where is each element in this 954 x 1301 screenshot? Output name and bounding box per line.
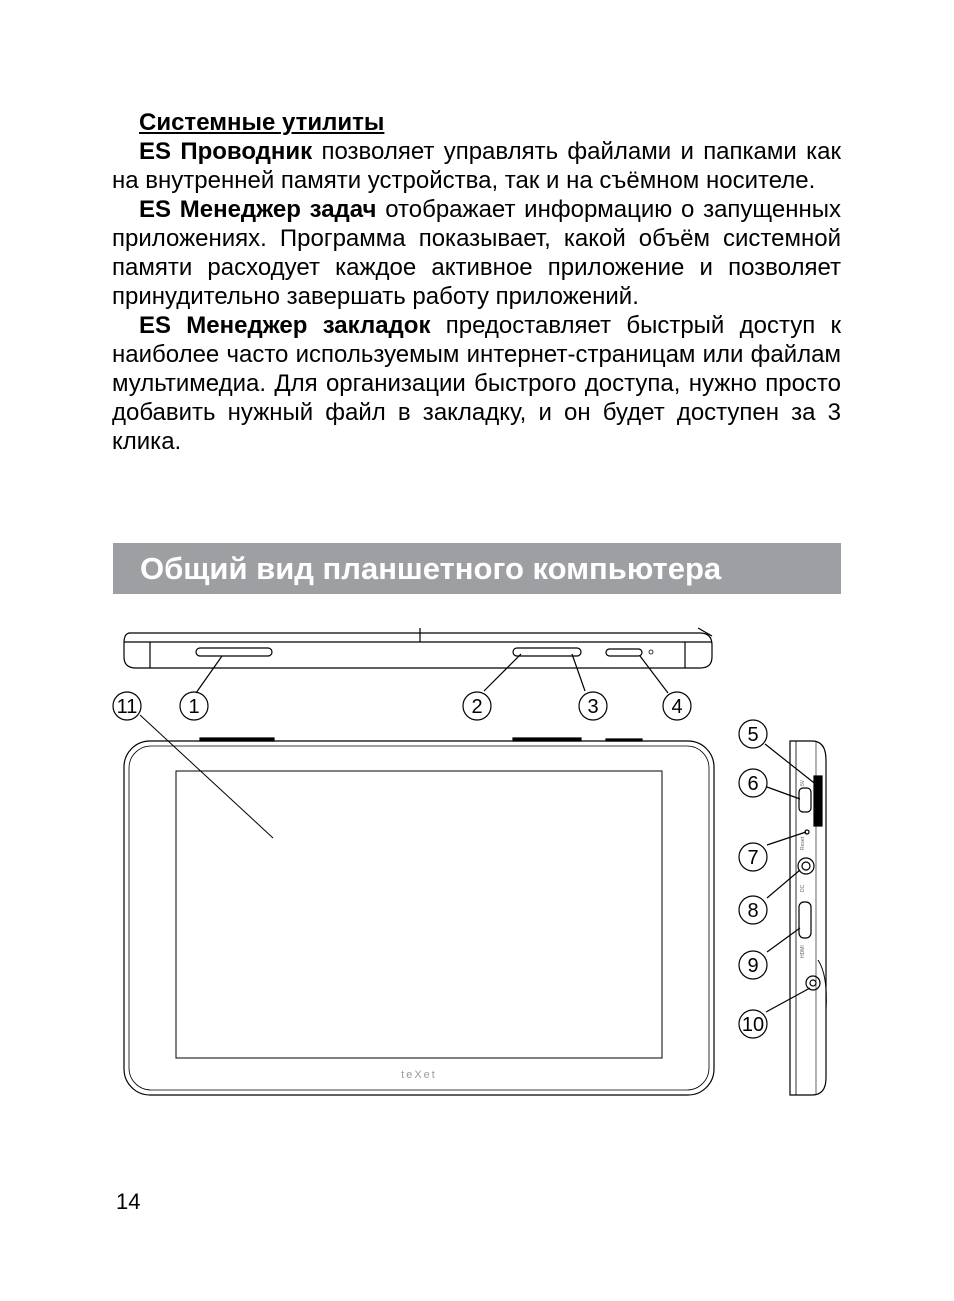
callout-9: 9: [747, 955, 759, 977]
hdmi-port: [799, 902, 811, 938]
system-utilities-section: [112, 108, 841, 456]
callout-5: 5: [747, 724, 759, 746]
power-button: [606, 649, 642, 656]
touch-screen: [176, 771, 662, 1058]
es-bookmark-manager-name: ES Менеджер закладок: [139, 312, 431, 339]
es-bookmark-manager-paragraph: [112, 311, 841, 456]
tablet-side-view: [790, 741, 826, 1095]
es-task-manager-text: отображает информацию о запущенных приложениях. Программа показывает, какой объём системной памяти расходует каждое активное приложение и позволяет принудительно завершать работу приложений.: [112, 196, 842, 310]
port-label-dc: DC: [800, 884, 806, 892]
tablet-diagram: [0, 600, 954, 1120]
port-label-hdmi: HDMI: [800, 945, 806, 958]
callout-7: 7: [747, 847, 759, 869]
callout-4: 4: [671, 696, 683, 718]
headphone-jack: [806, 976, 820, 990]
micro-usb-port: [799, 788, 811, 812]
volume-down-button: [196, 648, 272, 656]
callout-11: 11: [116, 696, 138, 718]
callout-2: 2: [471, 696, 483, 718]
callout-1: 1: [188, 696, 200, 718]
es-explorer-name: ES Проводник: [139, 138, 313, 165]
page-number: 14: [116, 1189, 141, 1214]
callout-6: 6: [747, 773, 759, 795]
volume-up-back-button: [513, 648, 581, 656]
es-task-manager-name: ES Менеджер задач: [139, 196, 377, 223]
es-explorer-paragraph: [112, 137, 841, 195]
callout-8: 8: [747, 900, 759, 922]
callout-10: 10: [741, 1014, 765, 1036]
es-bookmark-manager-text: предоставляет быстрый доступ к наиболее часто используемым интернет-страницам или файлам мультимедиа. Для организации быстрого доступа, нужно просто добавить нужный файл в закладку, и он будет доступен за 3 клика.: [112, 312, 841, 455]
es-task-manager-paragraph: [112, 195, 841, 311]
section-heading: Системные утилиты: [139, 109, 385, 136]
callout-3: 3: [587, 696, 599, 718]
port-label-reset: Reset: [800, 836, 806, 850]
dc-jack: [798, 858, 814, 874]
es-explorer-text: позволяет управлять файлами и папками как на внутренней памяти устройства, так и на съёмном носителе.: [112, 138, 841, 194]
tablet-front-view: [124, 738, 714, 1095]
port-label-5v: 5V: [800, 779, 806, 786]
brand-label: teXet: [401, 1069, 437, 1081]
section-banner: Общий вид планшетного компьютера: [113, 543, 841, 594]
